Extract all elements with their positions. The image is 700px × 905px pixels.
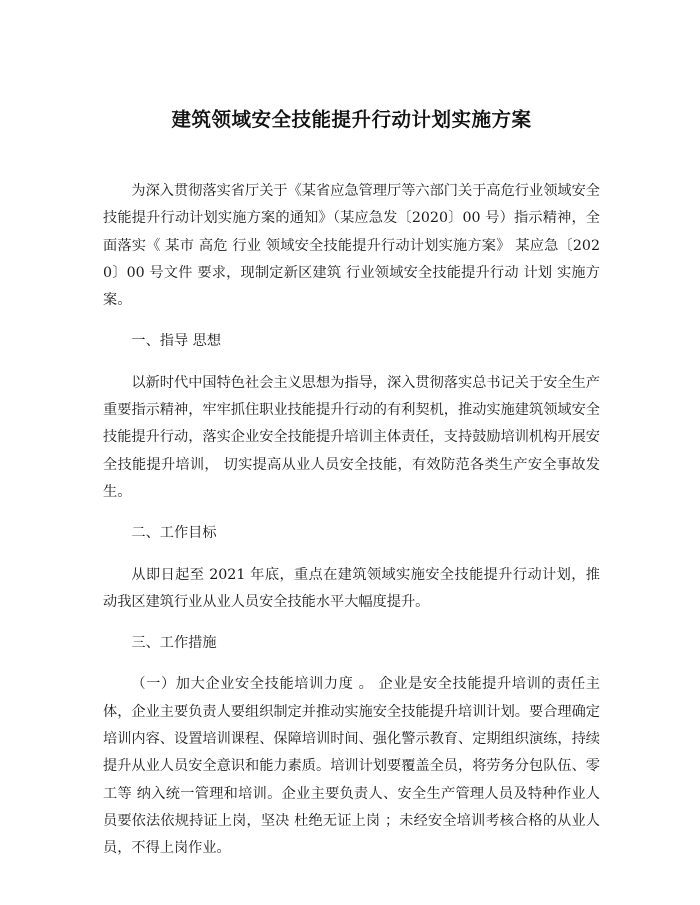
section-paragraph-work-goals: 从即日起至 2021 年底，重点在建筑领域实施安全技能提升行动计划，推动我区建筑行业从业人员安全技能水平大幅度提升。 [103, 566, 600, 610]
document-title: 建筑领域安全技能提升行动计划实施方案 [171, 108, 532, 131]
section-paragraph-work-measures: （一）加大企业安全技能培训力度 。 企业是安全技能提升培训的责任主体，企业主要负责人要组织制定并推动实施安全技能提升培训计划。要合理确定培训内容、设置培训课程、保障培训时间、强化警示教育、定期组织演练，持续提升从业人员安全意识和能力素质。培训计划要覆盖全员，将劳务分包队伍、零工等 纳入统一管理和培训。企业主要负责人、安全生产管理人员及特种作业人员要依法依规持证上岗，坚决 杜绝无证上岗 ；未经安全培训考核合格的从业人员，不得上岗作业。 [103, 676, 600, 857]
section-heading-work-goals: 二、工作目标 [131, 525, 217, 542]
section-heading-guiding-ideology: 一、指导 思想 [131, 333, 222, 350]
section-heading-work-measures: 三、工作措施 [131, 635, 217, 652]
section-paragraph-guiding-ideology: 以新时代中国特色社会主义思想为指导，深入贯彻落实总书记关于安全生产重要指示精神，牢牢抓住职业技能提升行动的有利契机，推动实施建筑领域安全技能提升行动，落实企业安全技能提升培训主体责任，支持鼓励培训机构开展安全技能提升培训， 切实提高从业人员安全技能，有效防范各类生产安全事故发生。 [103, 374, 600, 500]
intro-paragraph: 为深入贯彻落实省厅关于《某省应急管理厅等六部门关于高危行业领域安全技能提升行动计划实施方案的通知》（某应急发〔2020〕00 号）指示精神，全面落实《 某市 高危 行业 领域安全技能提升行动计划实施方案》 某应急〔2020〕00 号文件 要求，现制定新区建筑 行业领域安全技能提升行动 计划 实施方案。 [103, 183, 600, 309]
